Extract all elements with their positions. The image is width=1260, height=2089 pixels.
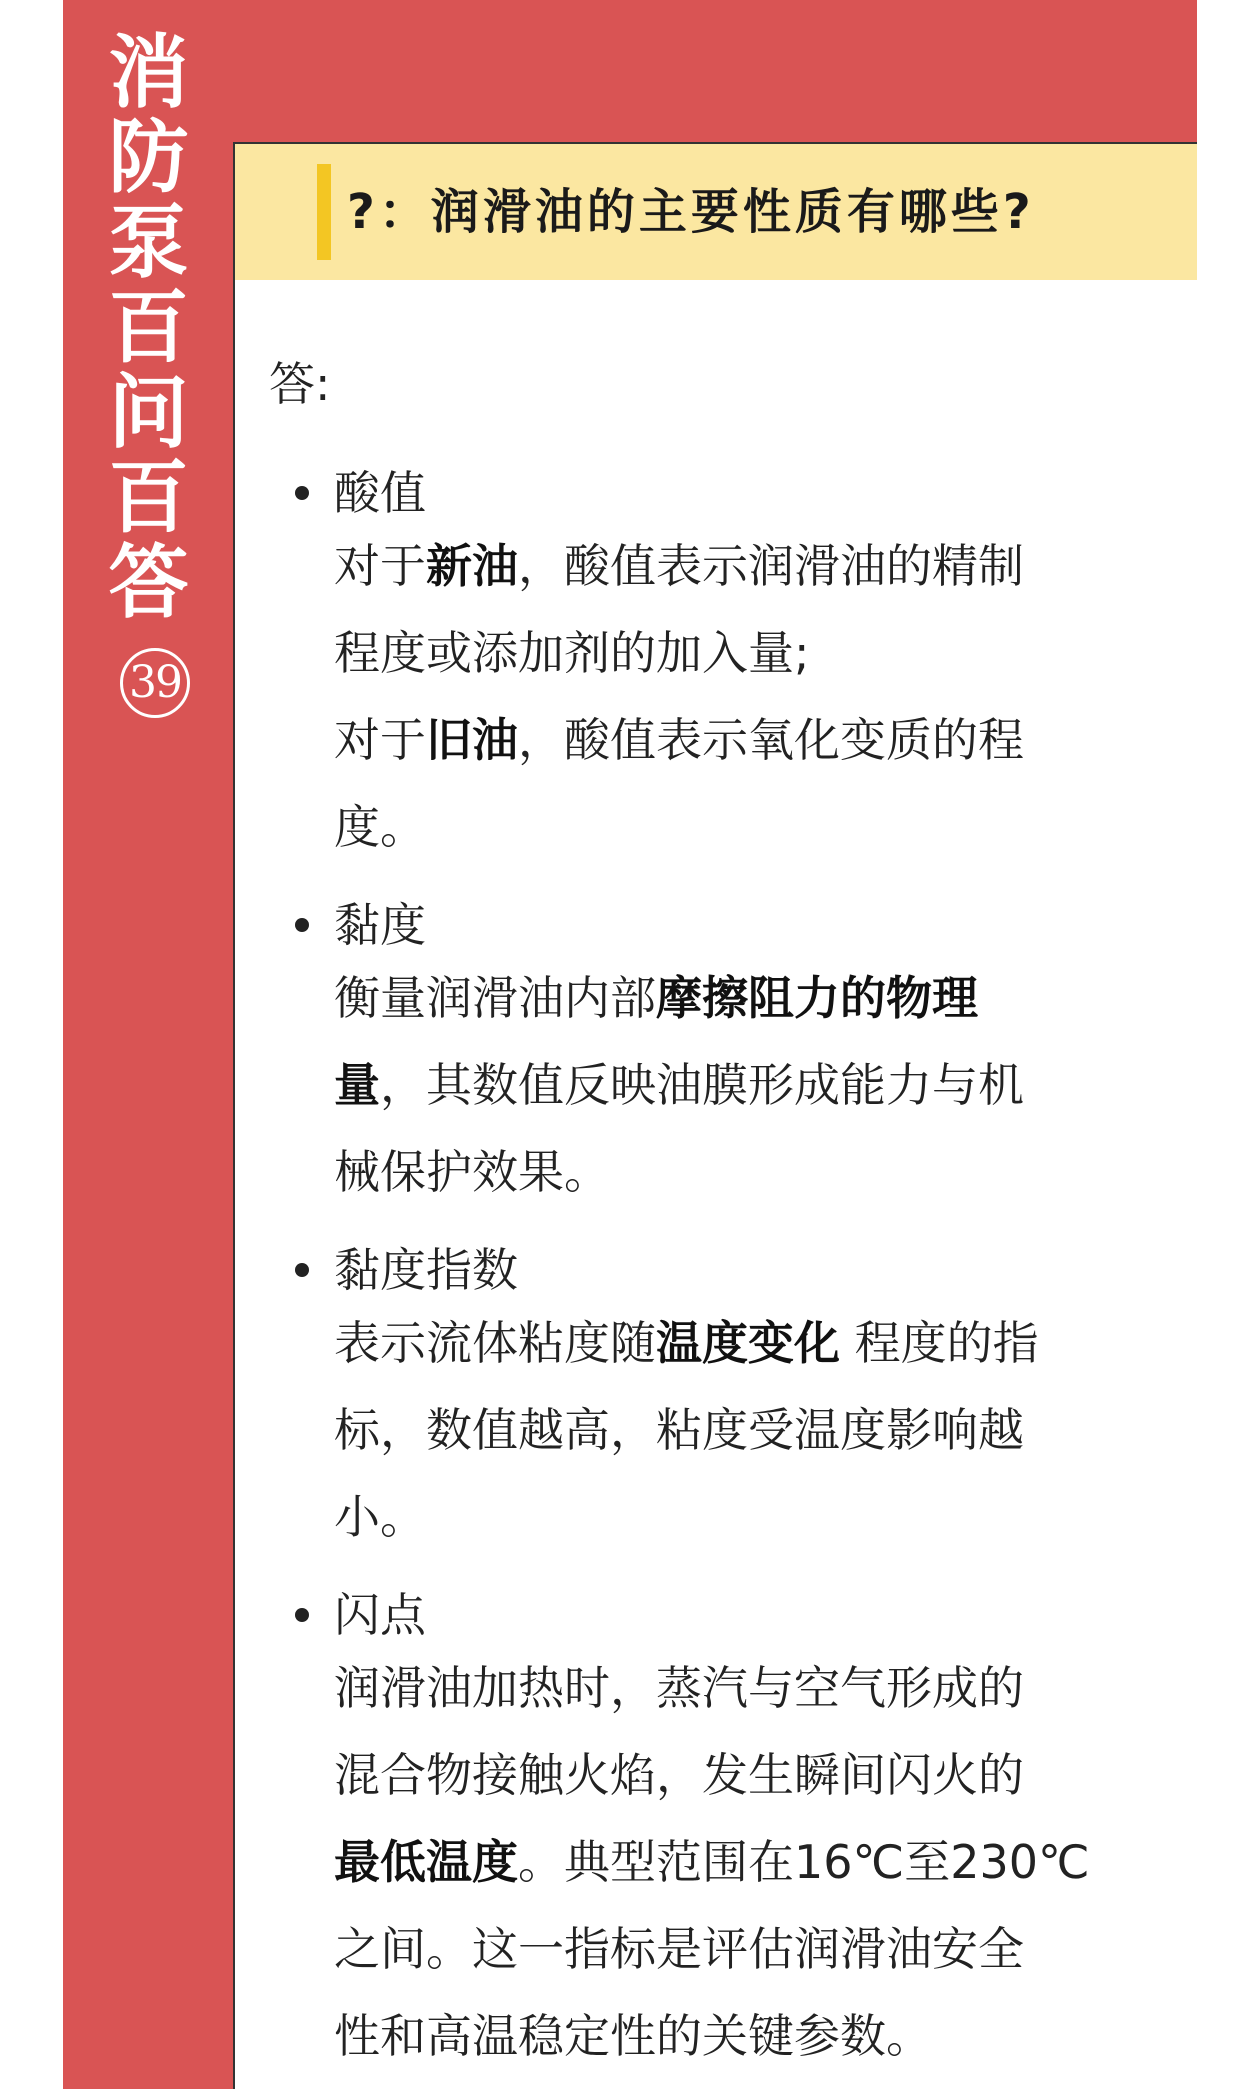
side-title-char: 百: [108, 281, 189, 374]
bullet-icon: [295, 1608, 309, 1622]
question-accent-bar: [317, 164, 331, 260]
side-title-char: 答: [108, 536, 189, 629]
side-title-char: 问: [108, 366, 189, 459]
question-header: [233, 142, 1197, 282]
body-text: 度。: [334, 800, 426, 854]
body-text: 之间。这一指标是评估润滑油安全: [334, 1922, 1024, 1976]
item-description: [334, 523, 1154, 871]
body-text: ，酸值表示氧化变质的程: [518, 713, 1024, 767]
emphasis-text: 温度变化: [656, 1316, 840, 1370]
body-text: 对于: [334, 539, 426, 593]
description-line: [334, 784, 1154, 871]
body-text: 。典型范围在16℃至230℃: [518, 1835, 1090, 1889]
emphasis-text: 最低温度: [334, 1835, 518, 1889]
body-text: 小。: [334, 1490, 426, 1544]
side-title-char: 百: [108, 451, 189, 544]
body-text: 程度或添加剂的加入量;: [334, 626, 810, 680]
item-description: [334, 955, 1154, 1216]
description-line: [334, 610, 1154, 697]
emphasis-text: 量: [334, 1058, 380, 1112]
emphasis-text: 摩擦阻力的物理: [656, 971, 978, 1025]
description-line: [334, 1387, 1154, 1474]
answer-label: 答:: [269, 357, 331, 411]
description-line: [334, 1906, 1154, 1993]
description-line: [334, 955, 1154, 1042]
description-line: [334, 523, 1154, 610]
bullet-icon: [295, 918, 309, 932]
description-line: [334, 1300, 1154, 1387]
body-text: 性和高温稳定性的关键参数。: [334, 2009, 932, 2063]
description-line: [334, 1042, 1154, 1129]
side-title-char: 消: [108, 26, 189, 119]
body-text: 表示流体粘度随: [334, 1316, 656, 1370]
body-text: 润滑油加热时，蒸汽与空气形成的: [334, 1661, 1024, 1715]
side-title-char: 防: [108, 111, 189, 204]
item-title: 闪点: [334, 1588, 426, 1642]
description-line: [334, 1819, 1154, 1906]
description-line: [334, 1645, 1154, 1732]
body-text: ，酸值表示润滑油的精制: [518, 539, 1024, 593]
answer-panel: [233, 280, 1197, 2089]
emphasis-text: 新油: [426, 539, 518, 593]
item-title: 酸值: [334, 466, 426, 520]
bullet-icon: [295, 1263, 309, 1277]
item-description: [334, 1300, 1154, 1561]
body-text: 标，数值越高，粘度受温度影响越: [334, 1403, 1024, 1457]
body-text: ，其数值反映油膜形成能力与机: [380, 1058, 1024, 1112]
emphasis-text: 旧油: [426, 713, 518, 767]
body-text: 混合物接触火焰，发生瞬间闪火的: [334, 1748, 1024, 1802]
description-line: [334, 1474, 1154, 1561]
description-line: [334, 697, 1154, 784]
side-title: [63, 26, 234, 629]
body-text: 衡量润滑油内部: [334, 971, 656, 1025]
description-line: [334, 1732, 1154, 1819]
side-title-char: 泵: [108, 196, 189, 289]
bullet-icon: [295, 486, 309, 500]
description-line: [334, 1129, 1154, 1216]
item-title: 黏度: [334, 898, 426, 952]
body-text: 对于: [334, 713, 426, 767]
item-description: [334, 1645, 1154, 2080]
description-line: [334, 1993, 1154, 2080]
body-text: 程度的指: [840, 1316, 1039, 1370]
item-title: 黏度指数: [334, 1243, 518, 1297]
body-text: 械保护效果。: [334, 1145, 610, 1199]
episode-number-badge: 39: [120, 648, 190, 718]
question-text: ?：润滑油的主要性质有哪些?: [347, 184, 1035, 240]
